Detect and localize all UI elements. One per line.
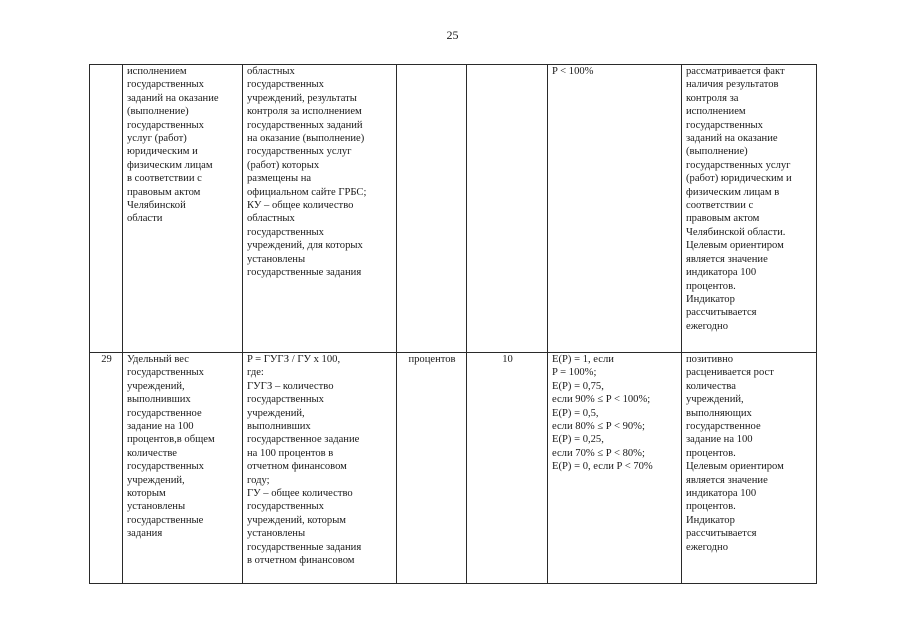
formula-cell: P = ГУГЗ / ГУ x 100, где: ГУГЗ – количество государственных учреждений, выполнивших государственное задание на 100 процентов в отчетном финансовом году; ГУ – общее количество государственных учреждений, которым установлены государственные задания в отчетном финансовом	[243, 353, 397, 584]
indicator-name-cell: исполнением государственных заданий на оказание (выполнение) государственных услуг (работ) юридическим и физическим лицам в соответствии с правовым актом Челябинской области	[123, 65, 243, 353]
comment-cell: рассматривается факт наличия результатов контроля за исполнением государственных заданий на оказание (выполнение) государственных услуг (работ) юридическим и физическим лицам в соответствии с правовым актом Челябинской области. Целевым ориентиром является значение индикатора 100 процентов. Индикатор рассчитывается ежегодно	[682, 65, 817, 353]
weight-cell: 10	[467, 353, 548, 584]
row-number	[90, 65, 123, 353]
indicator-table	[89, 64, 817, 584]
indicator-name-cell: Удельный вес государственных учреждений, выполнивших государственное задание на 100 процентов,в общем количестве государственных учреждений, которым установлены государственные задания	[123, 353, 243, 584]
evaluation-cell: E(P) = 1, если P = 100%; E(P) = 0,75, если 90% ≤ P < 100%; E(P) = 0,5, если 80% ≤ P < 90%; E(P) = 0,25, если 70% ≤ P < 80%; E(P) = 0, если P < 70%	[548, 353, 682, 584]
unit-cell: процентов	[397, 353, 467, 584]
comment-cell: позитивно расценивается рост количества учреждений, выполняющих государственное задание на 100 процентов. Целевым ориентиром является значение индикатора 100 процентов. Индикатор рассчитывается ежегодно	[682, 353, 817, 584]
table-row	[90, 65, 817, 353]
weight-cell	[467, 65, 548, 353]
unit-cell	[397, 65, 467, 353]
page-number: 25	[446, 28, 459, 42]
formula-cell: областных государственных учреждений, результаты контроля за исполнением государственных заданий на оказание (выполнение) государственных услуг (работ) которых размещены на официальном сайте ГРБС; КУ – общее количество областных государственных учреждений, для которых установлены государственные задания	[243, 65, 397, 353]
row-number: 29	[90, 353, 123, 584]
evaluation-cell: P < 100%	[548, 65, 682, 353]
table-row	[90, 353, 817, 584]
